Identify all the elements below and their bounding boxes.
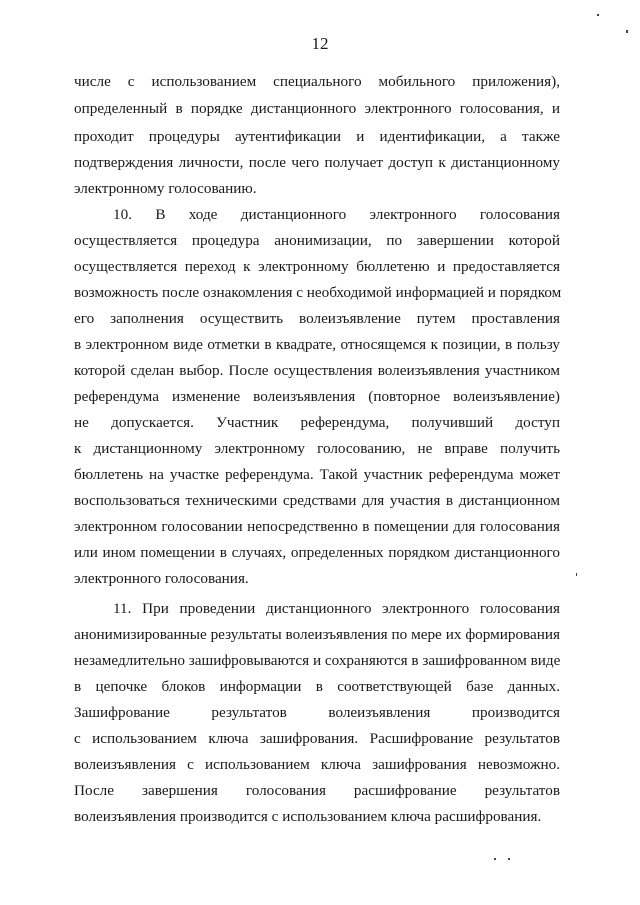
text-line: референдума изменение волеизъявления (повторное волеизъявление) [74, 388, 560, 405]
text-line: бюллетень на участке референдума. Такой участник референдума может [74, 466, 560, 483]
text-line: проходит процедуры аутентификации и идентификации, а также [74, 128, 560, 145]
text-line: в цепочке блоков информации в соответствующей базе данных. [74, 678, 560, 695]
scan-speck [626, 30, 628, 33]
text-line: числе с использованием специального мобильного приложения), [74, 73, 560, 90]
text-line: или ином помещении в случаях, определенных порядком дистанционного [74, 544, 560, 561]
text-line: Зашифрование результатов волеизъявления производится [74, 704, 560, 721]
text-line: незамедлительно зашифровываются и сохраняются в зашифрованном виде [74, 652, 561, 669]
scan-speck [597, 14, 599, 16]
text-line: возможность после ознакомления с необходимой информацией и порядком [74, 284, 562, 301]
text-line: анонимизированные результаты волеизъявления по мере их формирования [74, 626, 560, 643]
text-line: к дистанционному электронному голосованию, не вправе получить [74, 440, 560, 457]
text-line: подтверждения личности, после чего получает доступ к дистанционному [74, 154, 560, 171]
scan-speck [494, 858, 496, 860]
paragraph-11-start: 11. При проведении дистанционного электронного голосования [113, 600, 560, 617]
text-line: не допускается. Участник референдума, получивший доступ [74, 414, 560, 431]
text-line: с использованием ключа зашифрования. Расшифрование результатов [74, 730, 560, 747]
text-line: осуществляется переход к электронному бюллетеню и предоставляется [74, 258, 560, 275]
text-line: которой сделан выбор. После осуществления волеизъявления участником [74, 362, 560, 379]
text-line: После завершения голосования расшифрование результатов [74, 782, 560, 799]
text-line: электронном голосовании непосредственно в помещении для голосования [74, 518, 560, 535]
page-number: 12 [311, 34, 329, 53]
paragraph-10-start: 10. В ходе дистанционного электронного голосования [113, 206, 560, 223]
text-line: определенный в порядке дистанционного электронного голосования, и [74, 100, 560, 117]
scan-speck [576, 573, 577, 576]
text-line: воспользоваться техническими средствами для участия в дистанционном [74, 492, 560, 509]
text-line: его заполнения осуществить волеизъявление путем проставления [74, 310, 560, 327]
scan-speck [508, 858, 510, 860]
text-line: волеизъявления с использованием ключа зашифрования невозможно. [74, 756, 560, 773]
text-line: в электронном виде отметки в квадрате, относящемся к позиции, в пользу [74, 336, 560, 353]
text-line: электронному голосованию. [74, 180, 257, 197]
text-line: осуществляется процедура анонимизации, по завершении которой [74, 232, 560, 249]
text-line: электронного голосования. [74, 570, 249, 587]
text-line: волеизъявления производится с использованием ключа расшифрования. [74, 808, 542, 825]
